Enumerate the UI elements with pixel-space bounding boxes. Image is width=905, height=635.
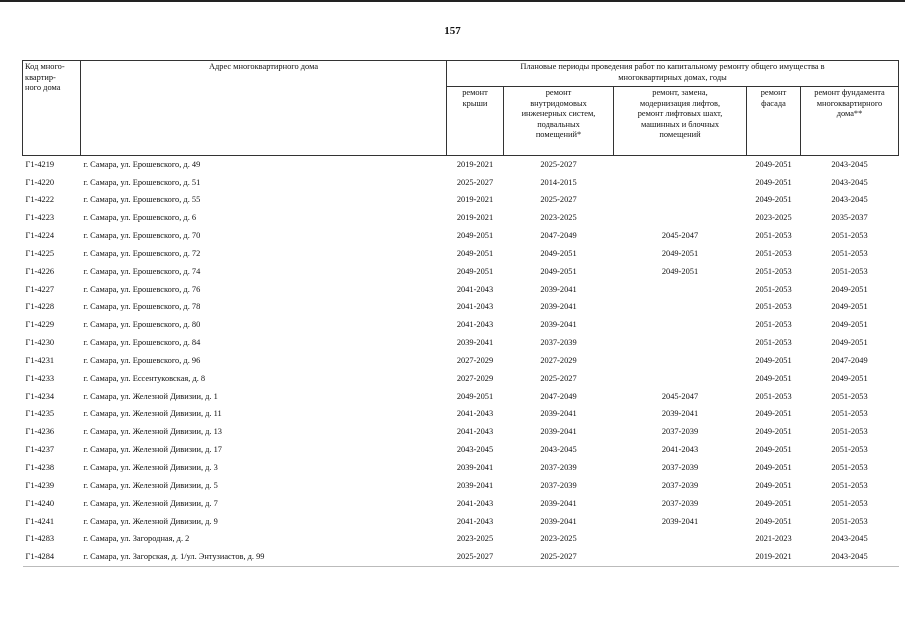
address-cell: г. Самара, ул. Ерошевского, д. 6 [83, 213, 197, 223]
engineering-period-cell: 2039-2041 [540, 302, 577, 312]
address-cell: г. Самара, ул. Загородная, д. 2 [83, 534, 190, 544]
table-row [23, 549, 899, 567]
roof-period-cell: 2049-2051 [456, 391, 494, 401]
header-facade-repair: ремонт фасада [747, 87, 801, 156]
roof-period-cell: 2041-2043 [456, 302, 494, 312]
address-cell: г. Самара, ул. Железной Дивизии, д. 11 [83, 409, 222, 419]
address-cell: г. Самара, ул. Ерошевского, д. 78 [83, 302, 201, 312]
house-code-cell: Г1-4229 [25, 320, 55, 330]
table-row [23, 370, 899, 388]
house-code-cell: Г1-4223 [25, 213, 55, 223]
foundation-period-cell: 2051-2053 [831, 409, 868, 419]
header-engineering-repair: ремонт внутридомовых инженерных систем, подвальных помещений* [504, 87, 614, 156]
header-roof-repair: ремонт крыши [447, 87, 504, 156]
elevator-period-cell: 2039-2041 [661, 409, 699, 419]
table-row [23, 442, 899, 460]
roof-period-cell: 2049-2051 [456, 266, 494, 276]
roof-period-cell: 2019-2021 [456, 213, 494, 223]
foundation-period-cell: 2043-2045 [831, 177, 868, 187]
engineering-period-cell: 2043-2045 [540, 445, 577, 455]
foundation-period-cell: 2051-2053 [831, 266, 868, 276]
roof-period-cell: 2019-2021 [456, 195, 494, 205]
facade-period-cell: 2051-2053 [755, 231, 792, 241]
elevator-period-cell [614, 317, 747, 335]
foundation-period-cell: 2051-2053 [831, 391, 868, 401]
elevator-period-cell [614, 299, 747, 317]
elevator-period-cell [614, 174, 747, 192]
engineering-period-cell: 2025-2027 [504, 549, 614, 567]
elevator-period-cell [614, 281, 747, 299]
foundation-period-cell: 2051-2053 [831, 463, 868, 473]
header-house-code: Код много- квартир- ного дома [23, 61, 81, 156]
header-foundation-repair: ремонт фундамента многоквартирного дома** [801, 87, 899, 156]
roof-period-cell: 2043-2045 [456, 445, 494, 455]
house-code-cell: Г1-4283 [25, 534, 55, 544]
engineering-period-cell: 2039-2041 [540, 427, 577, 437]
foundation-period-cell: 2049-2051 [831, 373, 868, 383]
elevator-period-cell [614, 531, 747, 549]
address-cell: г. Самара, ул. Ессентуковская, д. 8 [83, 373, 206, 383]
elevator-period-cell: 2037-2039 [661, 498, 699, 508]
facade-period-cell: 2051-2053 [755, 338, 792, 348]
house-code-cell: Г1-4235 [25, 409, 55, 419]
elevator-period-cell [614, 210, 747, 228]
engineering-period-cell: 2025-2027 [540, 159, 577, 169]
facade-period-cell: 2019-2021 [747, 549, 801, 567]
address-cell: г. Самара, ул. Железной Дивизии, д. 3 [83, 463, 218, 473]
facade-period-cell: 2049-2051 [755, 409, 792, 419]
house-code-cell: Г1-4219 [25, 159, 55, 169]
facade-period-cell: 2051-2053 [755, 302, 792, 312]
address-cell: г. Самара, ул. Ерошевского, д. 51 [83, 177, 201, 187]
engineering-period-cell: 2039-2041 [540, 498, 577, 508]
facade-period-cell: 2049-2051 [755, 480, 792, 490]
elevator-period-cell: 2037-2039 [661, 427, 699, 437]
address-cell: г. Самара, ул. Ерошевского, д. 72 [83, 248, 201, 258]
foundation-period-cell: 2035-2037 [831, 213, 868, 223]
facade-period-cell: 2051-2053 [755, 320, 792, 330]
elevator-period-cell [614, 192, 747, 210]
engineering-period-cell: 2014-2015 [540, 177, 577, 187]
engineering-period-cell: 2025-2027 [540, 195, 577, 205]
roof-period-cell: 2025-2027 [456, 177, 494, 187]
address-cell: г. Самара, ул. Ерошевского, д. 80 [83, 320, 201, 330]
foundation-period-cell: 2047-2049 [831, 355, 868, 365]
facade-period-cell: 2051-2053 [755, 248, 792, 258]
address-cell: г. Самара, ул. Ерошевского, д. 84 [83, 338, 201, 348]
engineering-period-cell: 2047-2049 [540, 391, 577, 401]
address-cell: г. Самара, ул. Ерошевского, д. 76 [83, 284, 201, 294]
roof-period-cell: 2039-2041 [456, 463, 494, 473]
foundation-period-cell: 2043-2045 [801, 549, 899, 567]
roof-period-cell: 2041-2043 [456, 320, 494, 330]
facade-period-cell: 2021-2023 [755, 534, 792, 544]
house-code-cell: Г1-4222 [25, 195, 55, 205]
engineering-period-cell: 2037-2039 [540, 338, 577, 348]
address-cell: г. Самара, ул. Железной Дивизии, д. 7 [83, 498, 218, 508]
elevator-period-cell [614, 334, 747, 352]
roof-period-cell: 2041-2043 [456, 409, 494, 419]
roof-period-cell: 2039-2041 [456, 338, 494, 348]
foundation-period-cell: 2043-2045 [831, 159, 868, 169]
header-elevator-repair: ремонт, замена, модернизация лифтов, ремонт лифтовых шахт, машинных и блочных помещений [614, 87, 747, 156]
address-cell: г. Самара, ул. Ерошевского, д. 70 [83, 231, 201, 241]
roof-period-cell: 2049-2051 [456, 248, 494, 258]
elevator-period-cell: 2037-2039 [661, 480, 699, 490]
house-code-cell: Г1-4237 [25, 445, 55, 455]
address-cell: г. Самара, ул. Железной Дивизии, д. 9 [83, 516, 218, 526]
table-row [23, 281, 899, 299]
house-code-cell: Г1-4220 [25, 177, 55, 187]
engineering-period-cell: 2023-2025 [540, 534, 577, 544]
facade-period-cell: 2049-2051 [755, 355, 792, 365]
engineering-period-cell: 2047-2049 [540, 231, 577, 241]
house-code-cell: Г1-4231 [25, 355, 55, 365]
house-code-cell: Г1-4224 [25, 231, 55, 241]
table-row [23, 156, 899, 174]
foundation-period-cell: 2051-2053 [831, 480, 868, 490]
facade-period-cell: 2051-2053 [755, 391, 792, 401]
foundation-period-cell: 2051-2053 [831, 516, 868, 526]
elevator-period-cell [614, 352, 747, 370]
elevator-period-cell [614, 156, 747, 174]
facade-period-cell: 2049-2051 [755, 445, 792, 455]
facade-period-cell: 2049-2051 [755, 373, 792, 383]
facade-period-cell: 2051-2053 [755, 266, 792, 276]
table-row [23, 531, 899, 549]
roof-period-cell: 2041-2043 [456, 284, 494, 294]
elevator-period-cell: 2049-2051 [661, 266, 699, 276]
facade-period-cell: 2049-2051 [755, 177, 792, 187]
page-number: 157 [444, 25, 461, 37]
table-row [23, 174, 899, 192]
foundation-period-cell: 2049-2051 [831, 338, 868, 348]
house-code-cell: Г1-4238 [25, 463, 55, 473]
engineering-period-cell: 2027-2029 [540, 355, 577, 365]
engineering-period-cell: 2039-2041 [540, 409, 577, 419]
house-code-cell: Г1-4284 [23, 549, 81, 567]
address-cell: г. Самара, ул. Железной Дивизии, д. 13 [83, 427, 222, 437]
foundation-period-cell: 2043-2045 [831, 534, 868, 544]
foundation-period-cell: 2051-2053 [831, 248, 868, 258]
engineering-period-cell: 2037-2039 [540, 463, 577, 473]
address-cell: г. Самара, ул. Ерошевского, д. 49 [83, 159, 201, 169]
elevator-period-cell [614, 370, 747, 388]
table-row [23, 406, 899, 424]
address-cell: г. Самара, ул. Ерошевского, д. 74 [83, 266, 201, 276]
table-row [23, 210, 899, 228]
table-row [23, 513, 899, 531]
roof-period-cell: 2041-2043 [456, 516, 494, 526]
elevator-period-cell: 2039-2041 [661, 516, 699, 526]
elevator-period-cell [614, 549, 747, 567]
roof-period-cell: 2049-2051 [456, 231, 494, 241]
table-row [23, 192, 899, 210]
table-row [23, 334, 899, 352]
engineering-period-cell: 2037-2039 [540, 480, 577, 490]
address-cell: г. Самара, ул. Ерошевского, д. 96 [83, 355, 201, 365]
elevator-period-cell: 2037-2039 [661, 463, 699, 473]
roof-period-cell: 2027-2029 [456, 355, 494, 365]
table-row [23, 317, 899, 335]
house-code-cell: Г1-4230 [25, 338, 55, 348]
foundation-period-cell: 2051-2053 [831, 427, 868, 437]
engineering-period-cell: 2039-2041 [540, 320, 577, 330]
table-row [23, 477, 899, 495]
foundation-period-cell: 2051-2053 [831, 498, 868, 508]
engineering-period-cell: 2049-2051 [540, 266, 577, 276]
house-code-cell: Г1-4225 [25, 248, 55, 258]
address-cell: г. Самара, ул. Железной Дивизии, д. 5 [83, 480, 218, 490]
engineering-period-cell: 2039-2041 [540, 284, 577, 294]
facade-period-cell: 2049-2051 [755, 498, 792, 508]
engineering-period-cell: 2025-2027 [540, 373, 577, 383]
facade-period-cell: 2049-2051 [755, 195, 792, 205]
facade-period-cell: 2051-2053 [755, 284, 792, 294]
roof-period-cell: 2027-2029 [456, 373, 494, 383]
house-code-cell: Г1-4239 [25, 480, 55, 490]
engineering-period-cell: 2049-2051 [540, 248, 577, 258]
roof-period-cell: 2039-2041 [456, 480, 494, 490]
house-code-cell: Г1-4241 [25, 516, 55, 526]
house-code-cell: Г1-4233 [25, 373, 55, 383]
table-row [23, 388, 899, 406]
address-cell: г. Самара, ул. Железной Дивизии, д. 17 [83, 445, 222, 455]
foundation-period-cell: 2051-2053 [831, 231, 868, 241]
roof-period-cell: 2019-2021 [456, 159, 494, 169]
house-code-cell: Г1-4227 [25, 284, 55, 294]
house-code-cell: Г1-4226 [25, 266, 55, 276]
foundation-period-cell: 2049-2051 [831, 302, 868, 312]
elevator-period-cell: 2041-2043 [661, 445, 699, 455]
table-row [23, 424, 899, 442]
facade-period-cell: 2049-2051 [755, 516, 792, 526]
address-cell: г. Самара, ул. Ерошевского, д. 55 [83, 195, 201, 205]
header-address: Адрес многоквартирного дома [81, 61, 447, 156]
house-code-cell: Г1-4234 [25, 391, 55, 401]
roof-period-cell: 2041-2043 [456, 498, 494, 508]
house-code-cell: Г1-4236 [25, 427, 55, 437]
table-row [23, 245, 899, 263]
facade-period-cell: 2023-2025 [755, 213, 792, 223]
roof-period-cell: 2041-2043 [456, 427, 494, 437]
top-border-line [0, 0, 905, 2]
table-row [23, 495, 899, 513]
foundation-period-cell: 2051-2053 [831, 445, 868, 455]
engineering-period-cell: 2039-2041 [540, 516, 577, 526]
house-code-cell: Г1-4240 [25, 498, 55, 508]
elevator-period-cell: 2045-2047 [661, 231, 699, 241]
capital-repair-schedule-table [22, 60, 899, 567]
facade-period-cell: 2049-2051 [755, 159, 792, 169]
elevator-period-cell: 2045-2047 [661, 391, 699, 401]
foundation-period-cell: 2043-2045 [831, 195, 868, 205]
header-planned-periods: Плановые периоды проведения работ по капитальному ремонту общего имущества в многоквартирных домах, годы [447, 61, 899, 87]
roof-period-cell: 2023-2025 [456, 534, 494, 544]
table-row [23, 459, 899, 477]
address-cell: г. Самара, ул. Железной Дивизии, д. 1 [83, 391, 218, 401]
engineering-period-cell: 2023-2025 [540, 213, 577, 223]
table-row [23, 352, 899, 370]
table-row [23, 227, 899, 245]
table-row [23, 263, 899, 281]
address-cell: г. Самара, ул. Загорская, д. 1/ул. Энтузиастов, д. 99 [81, 549, 447, 567]
roof-period-cell: 2025-2027 [447, 549, 504, 567]
facade-period-cell: 2049-2051 [755, 463, 792, 473]
foundation-period-cell: 2049-2051 [831, 284, 868, 294]
elevator-period-cell: 2049-2051 [661, 248, 699, 258]
table-row [23, 299, 899, 317]
facade-period-cell: 2049-2051 [755, 427, 792, 437]
house-code-cell: Г1-4228 [25, 302, 55, 312]
foundation-period-cell: 2049-2051 [831, 320, 868, 330]
